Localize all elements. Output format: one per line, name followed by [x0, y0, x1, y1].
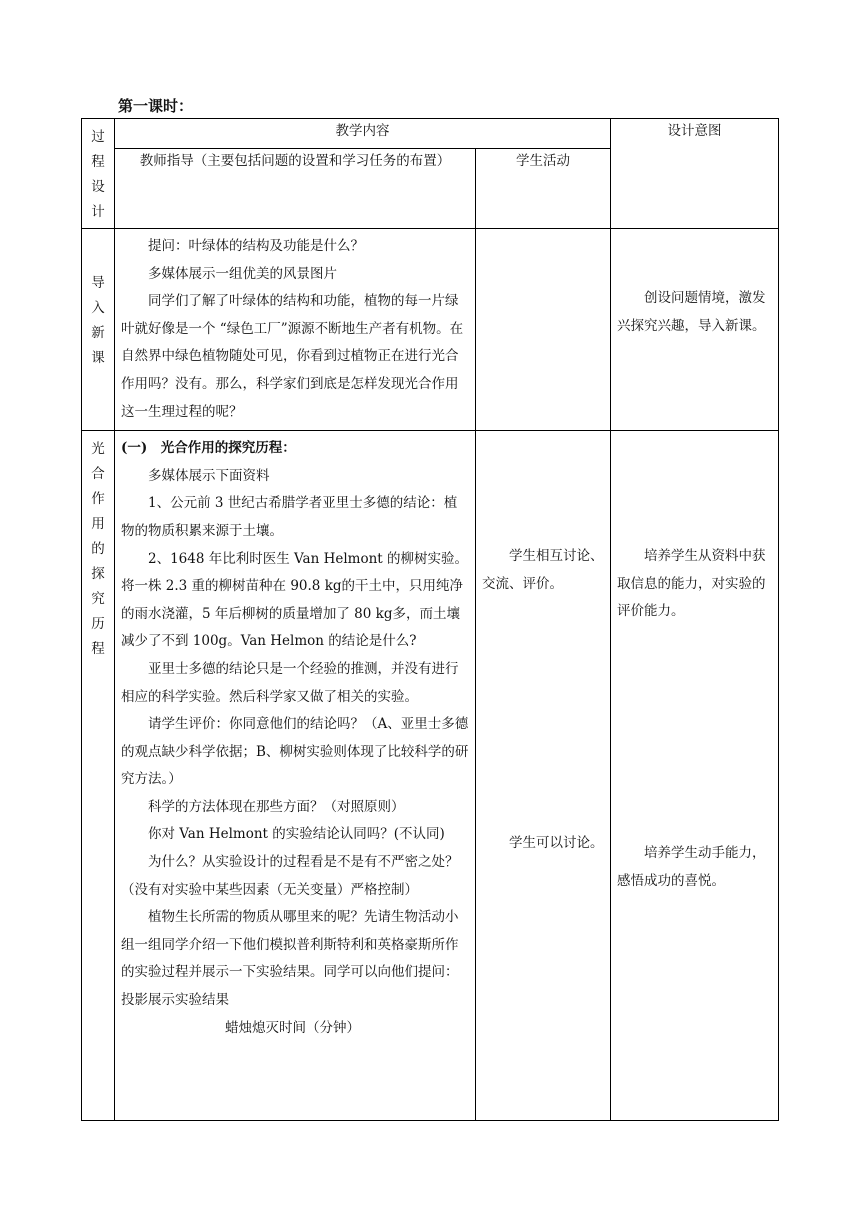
exploration-paragraph: 2、1648 年比利时医生 Van Helmont 的柳树实验。将一株 2.3 重的柳树苗种在 90.8 kg的干土中，只用纯净的雨水浇灌，5 年后柳树的质量增加了 80 kg多，而土壤减少了不到 100g。Van Helmon 的结论是什么? [121, 550, 468, 650]
exploration-paragraph: 请学生评价：你同意他们的结论吗？（A、亚里士多德的观点缺少科学依据；B、柳树实验则体现了比较科学的研究方法。） [121, 716, 469, 788]
exploration-student-activity [476, 431, 611, 1121]
stage-exploration: 光合作用的探究历程 [82, 431, 115, 1121]
lesson-title: 第一课时： [118, 97, 194, 115]
exploration-paragraph: 多媒体展示下面资料 [148, 467, 270, 484]
exploration-paragraph: 为什么？从实验设计的过程看是不是有不严密之处？（没有对实验中某些因素（无关变量）严格控制） [121, 854, 459, 898]
intro-teacher-content [115, 229, 476, 431]
projection-note: 投影展示实验结果 [121, 992, 229, 1009]
exploration-design-intent [611, 431, 779, 1121]
exploration-paragraph: 1、公元前 3 世纪古希腊学者亚里士多德的结论：植物的物质积累来源于土壤。 [121, 495, 458, 539]
results-table-caption: 蜡烛熄灭时间（分钟） [225, 1019, 360, 1036]
exploration-teacher-content [115, 431, 476, 1121]
lesson-plan-table [81, 118, 779, 1121]
intro-student-activity [476, 229, 611, 431]
design-intent-header: 设计意图 [611, 119, 779, 229]
section-heading: (一) 光合作用的探究历程： [121, 440, 296, 457]
teaching-content-header: 教学内容 [115, 119, 611, 149]
intro-paragraph: 多媒体展示一组优美的风景图片 [148, 265, 337, 282]
student-activity-header: 学生活动 [476, 149, 611, 229]
design-intent-text: 培养学生从资料中获取信息的能力，对实验的评价能力。 [617, 548, 766, 620]
teacher-guidance-header: 教师指导（主要包括问题的设置和学习任务的布置） [115, 149, 476, 229]
stage-intro: 导入新课 [82, 229, 115, 431]
student-activity-text: 学生相互讨论、交流、评价。 [482, 548, 604, 592]
exploration-paragraph: 你对 Van Helmont 的实验结论认同吗？(不认同) [148, 826, 445, 843]
exploration-paragraph: 科学的方法体现在那些方面？（对照原则） [148, 798, 405, 815]
student-activity-text: 学生可以讨论。 [509, 835, 604, 852]
exploration-paragraph: 植物生长所需的物质从哪里来的呢？先请生物活动小组一组同学介绍一下他们模拟普利斯特利和英格豪斯所作的实验过程并展示一下实验结果。同学可以向他们提问： [121, 909, 459, 981]
design-intent-text: 培养学生动手能力，感悟成功的喜悦。 [617, 844, 766, 889]
exploration-paragraph: 亚里士多德的结论只是一个经验的推测，并没有进行相应的科学实验。然后科学家又做了相关的实验。 [121, 660, 459, 705]
intro-paragraph: 同学们了解了叶绿体的结构和功能，植物的每一片绿叶就好像是一个 “绿色工厂”源源不断地生产者有机物。在自然界中绿色植物随处可见，你看到过植物正在进行光合作用吗？没有。那么，科学家们到底是怎样发现光合作用这一生理过程的呢？ [121, 293, 464, 420]
intro-design-intent: 创设问题情境，激发兴探究兴趣，导入新课。 [611, 229, 779, 431]
process-design-header: 过程设计 [82, 119, 115, 229]
intro-paragraph: 提问：叶绿体的结构及功能是什么？ [148, 238, 364, 254]
